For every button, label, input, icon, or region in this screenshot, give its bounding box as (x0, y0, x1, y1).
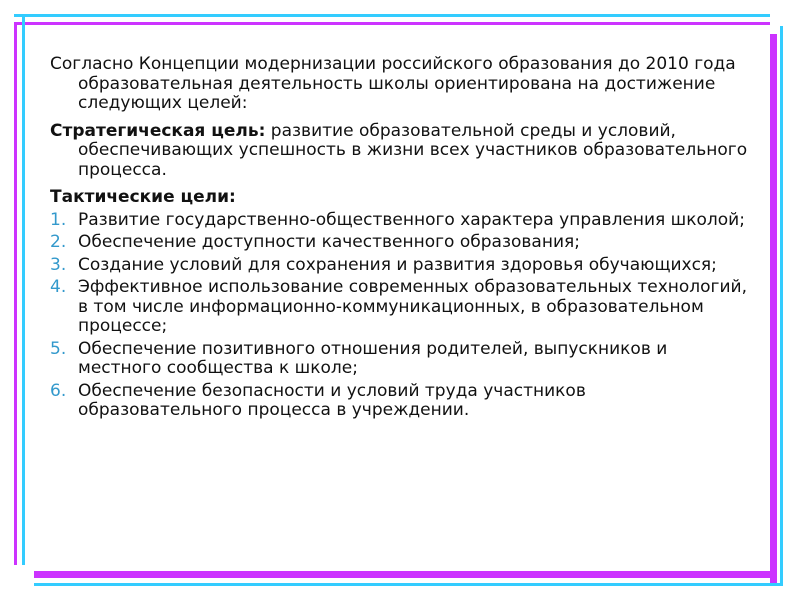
list-item-number: 4. (50, 277, 67, 297)
strategic-goal-label: Стратегическая цель: (50, 120, 266, 141)
list-item-text: Развитие государственно-общественного характера управления школой; (78, 209, 745, 230)
tactical-goals-list (50, 211, 755, 421)
frame-line-left-violet (14, 22, 17, 565)
list-item-text: Обеспечение доступности качественного образования; (78, 232, 580, 252)
list-item-text: Создание условий для сохранения и развития здоровья обучающихся; (78, 254, 717, 275)
list-item-number: 2. (50, 232, 67, 252)
list-item (50, 254, 755, 276)
list-item-text: Обеспечение безопасности и условий труда участников образовательного процесса в учреждении. (78, 380, 586, 420)
list-item (50, 232, 755, 253)
list-item-text: Обеспечение позитивного отношения родителей, выпускников и местного сообщества к школе; (78, 338, 668, 378)
list-item (50, 380, 755, 421)
list-item-number: 1. (50, 209, 67, 230)
frame-line-bottom-violet (34, 571, 777, 578)
list-item-number: 3. (50, 254, 67, 275)
list-item-number: 5. (50, 338, 67, 359)
list-item-text: Эффективное использование современных образовательных технологий, в том числе информационно-коммуникационных, в образовательном процессе; (78, 277, 747, 336)
tactical-goals-title: Тактические цели: (50, 187, 236, 207)
frame-line-bottom-cyan (34, 583, 783, 586)
frame-line-left-cyan (22, 14, 25, 565)
frame-line-top-cyan (14, 14, 770, 17)
strategic-goal-text: развитие образовательной среды и условий, обеспечивающих успешность в жизни всех участников образовательного процесса. (78, 120, 748, 180)
list-item (50, 209, 755, 231)
frame-line-right-violet (770, 34, 777, 586)
list-item-number: 6. (50, 380, 67, 401)
frame-line-top-violet (14, 22, 770, 25)
list-item (50, 277, 755, 337)
list-item (50, 338, 755, 379)
slide-content (50, 55, 755, 424)
strategic-goal-paragraph (50, 122, 755, 181)
intro-paragraph: Согласно Концепции модернизации российского образования до 2010 года образовательная деятельность школы ориентирована на достижение следующих целей: (50, 54, 736, 113)
frame-line-right-cyan (780, 26, 783, 586)
